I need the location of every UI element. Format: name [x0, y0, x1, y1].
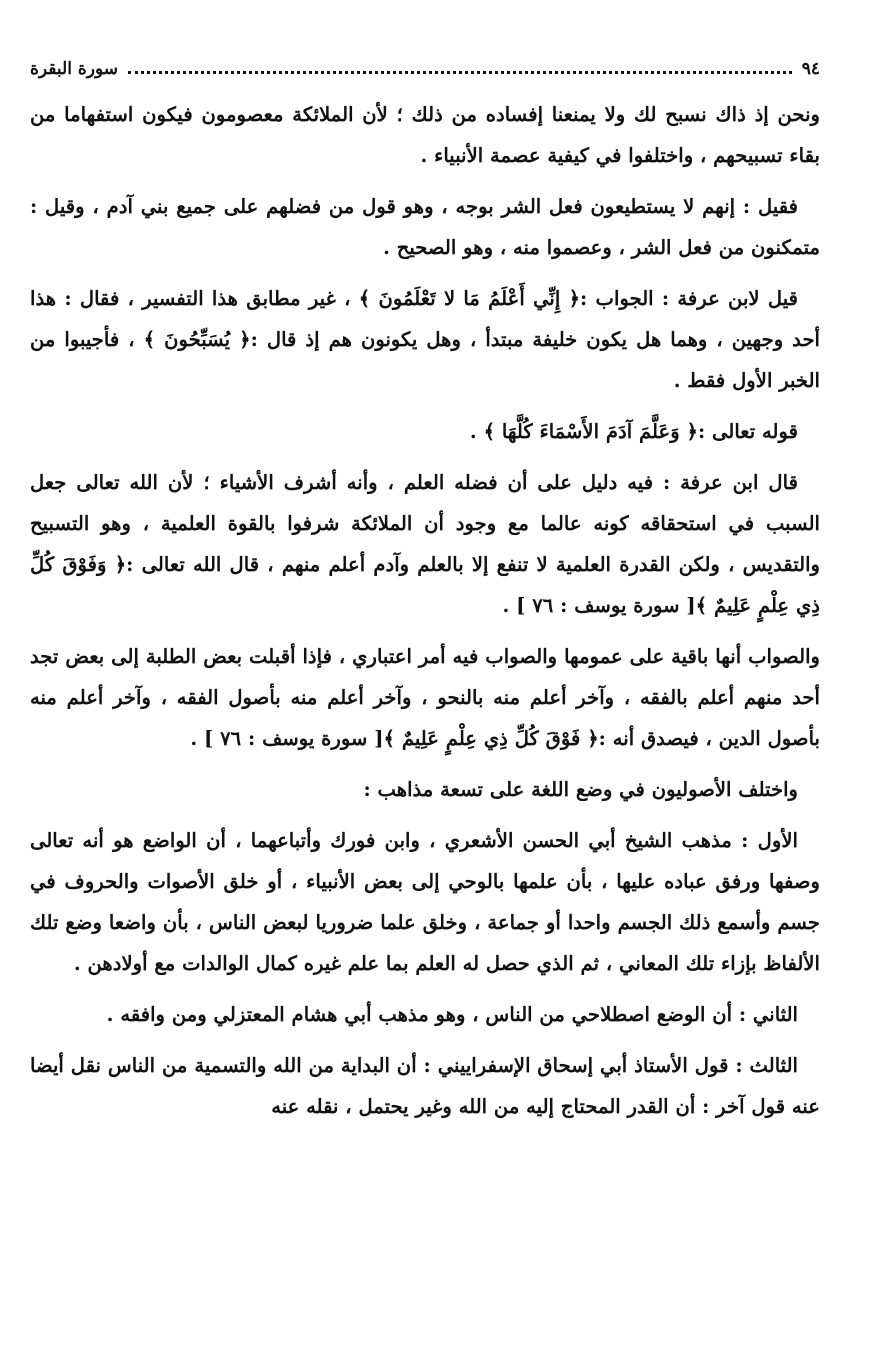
paragraph-8: الأول : مذهب الشيخ أبي الحسن الأشعري ، وابن فورك وأتباعهما ، أن الواضع هو أنه تعالى وصفها ورفق عباده عليها ، بأن علمها بالوحي إلى بعض الأنبياء ، أو خلق الأصوات والحروف في جسم وأسمع ذلك الجسم واحدا أو جماعة ، وخلق علما ضروريا لبعض الناس ، بأن واضعا وضع تلك الألفاظ بإزاء تلك المعاني ، ثم الذي حصل له العلم بما علم غيره كمال الوالدات مع أولادهن . [30, 829, 820, 975]
paragraph-9: الثاني : أن الوضع اصطلاحي من الناس ، وهو مذهب أبي هشام المعتزلي ومن وافقه . [106, 1003, 798, 1026]
page-header [30, 52, 820, 86]
surah-title: سورة البقرة [30, 59, 118, 79]
paragraph-2: فقيل : إنهم لا يستطيعون فعل الشر بوجه ، وهو قول من فضلهم على جميع بني آدم ، وقيل : متمكنون من فعل الشر ، وعصموا منه ، وهو الصحيح . [30, 195, 820, 259]
page-body [30, 94, 820, 1127]
paragraph-10: الثالث : قول الأستاذ أبي إسحاق الإسفراييني : أن البداية من الله والتسمية من الناس نقل أيضا عنه قول آخر : أن القدر المحتاج إليه من الله وغير يحتمل ، نقله عنه [30, 1054, 820, 1118]
book-page [30, 52, 820, 1127]
header-dotted-leader [128, 71, 792, 74]
paragraph-3: قيل لابن عرفة : الجواب :﴿ إِنِّي أَعْلَمُ مَا لا تَعْلَمُونَ ﴾ ، غير مطابق هذا التفسير ، فقال : هذا أحد وجهين ، وهما هل يكون خليفة مبتدأ ، وهل يكونون هم إذ قال :﴿ يُسَبِّحُونَ ﴾ ، فأجيبوا من الخبر الأول فقط . [30, 287, 820, 392]
paragraph-7: واختلف الأصوليون في وضع اللغة على تسعة مذاهب : [363, 778, 798, 801]
paragraph-1: ونحن إذ ذاك نسبح لك ولا يمنعنا إفساده من ذلك ؛ لأن الملائكة معصومون فيكون استفهاما من بقاء تسبيحهم ، واختلفوا في كيفية عصمة الأنبياء . [30, 103, 820, 167]
paragraph-4: قوله تعالى :﴿ وَعَلَّمَ آدَمَ الأَسْمَاءَ كُلَّهَا ﴾ . [469, 420, 798, 443]
paragraph-6: والصواب أنها باقية على عمومها والصواب فيه أمر اعتباري ، فإذا أقبلت بعض الطلبة إلى بعض تجد أحد منهم أعلم بالفقه ، وآخر أعلم منه بالنحو ، وآخر أعلم منه بأصول الفقه ، وآخر أعلم منه بأصول الدين ، فيصدق أنه :﴿ فَوْقَ كُلِّ ذِي عِلْمٍ عَلِيمٌ ﴾[ سورة يوسف : ٧٦ ] . [30, 645, 820, 750]
paragraph-5: قال ابن عرفة : فيه دليل على أن فضله العلم ، وأنه أشرف الأشياء ؛ لأن الله تعالى جعل السبب في استحقاقه كونه عالما مع وجود أن الملائكة شرفوا بالقوة العلمية ، وهو التسبيح والتقديس ، ولكن القدرة العلمية لا تنفع إلا بالعلم وآدم أعلم منهم ، قال الله تعالى :﴿ وَفَوْقَ كُلِّ ذِي عِلْمٍ عَلِيمٌ ﴾[ سورة يوسف : ٧٦ ] . [30, 471, 820, 617]
page-number: ٩٤ [801, 59, 820, 79]
